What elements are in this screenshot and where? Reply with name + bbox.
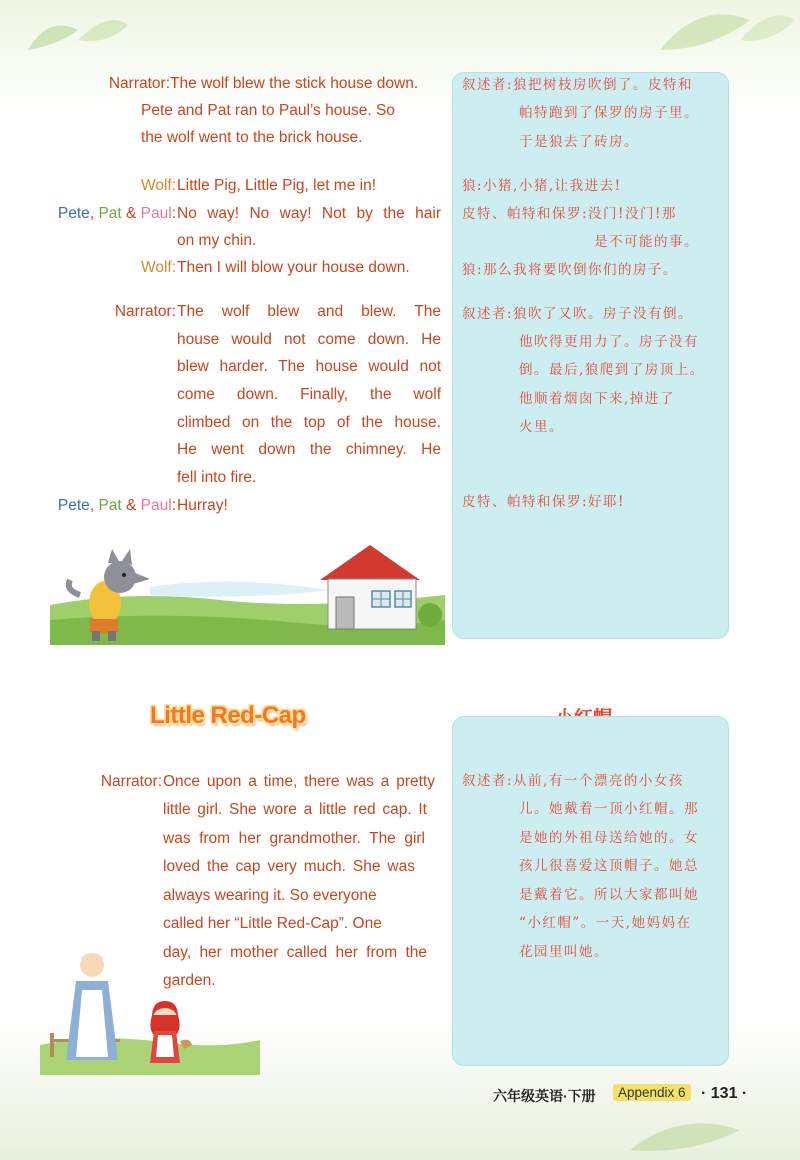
leaf-decoration-icon: [620, 1100, 800, 1160]
translation-line: 他顺着烟囱下来,掉进了: [519, 391, 675, 407]
wolf-blowing-house-illustration: [50, 535, 445, 645]
speaker-pat: Pat: [98, 205, 122, 222]
speaker-pete-pat-paul: [10, 496, 176, 516]
translation-line: 帕特跑到了保罗的房子里。: [519, 105, 699, 121]
translation-line: 是戴着它。所以大家都叫她: [519, 887, 699, 903]
translation-line: 花园里叫她。: [519, 944, 609, 960]
separator: ,: [89, 497, 99, 514]
dialogue-line: The wolf blew the stick house down.: [170, 75, 419, 92]
dialogue-line: Then I will blow your house down.: [177, 259, 410, 276]
story-line: little girl. She wore a little red cap. It: [163, 801, 427, 818]
translation-line: 是不可能的事。: [594, 234, 699, 250]
leaf-decoration-icon: [640, 0, 800, 70]
translation-line: 儿。她戴着一顶小红帽。那: [519, 801, 699, 817]
separator: ,: [89, 205, 99, 222]
scene1-chinese-panel: [452, 72, 729, 639]
dialogue-line: The wolf blew and blew. The: [177, 303, 441, 320]
dialogue-line: blew harder. The house would not: [177, 358, 441, 375]
translation-line: 叙述者:狼吹了又吹。房子没有倒。: [462, 306, 694, 322]
story-line: always wearing it. So everyone: [163, 887, 377, 904]
appendix-badge: Appendix 6: [613, 1084, 691, 1101]
translation-line: 火里。: [519, 419, 564, 435]
separator: &: [121, 497, 141, 514]
translation-line: 他吹得更用力了。房子没有: [519, 334, 699, 350]
speaker-wolf: Wolf:: [140, 259, 176, 276]
dialogue-line: on my chin.: [177, 232, 257, 249]
story-line: day, her mother called her from the: [163, 944, 427, 961]
dialogue-line: Pete and Pat ran to Paul’s house. So: [141, 102, 395, 119]
story-line: called her “Little Red-Cap”. One: [163, 915, 382, 932]
dialogue-line: Hurray!: [177, 497, 228, 514]
leaf-decoration-icon: [18, 10, 138, 70]
story-title-english: Little Red-Cap: [150, 702, 306, 729]
speaker-paul: Paul: [140, 205, 172, 222]
speaker-paul: Paul: [140, 497, 172, 514]
separator: :: [171, 497, 176, 514]
story-line: garden.: [163, 972, 216, 989]
translation-line: 狼:小猪,小猪,让我进去!: [462, 178, 622, 194]
dialogue-line: He went down the chimney. He: [177, 441, 441, 458]
dialogue-line: come down. Finally, the wolf: [177, 386, 441, 403]
story-line: loved the cap very much. She was: [163, 858, 415, 875]
story-line: was from her grandmother. The girl: [163, 830, 425, 847]
translation-line: 皮特、帕特和保罗:没门!没门!那: [462, 206, 677, 222]
translation-line: 孩儿很喜爱这顶帽子。她总: [519, 858, 699, 874]
separator: :: [171, 205, 176, 222]
page-number: · 131 ·: [701, 1085, 748, 1102]
speaker-pete: Pete: [57, 497, 90, 514]
translation-line: 倒。最后,狼爬到了房顶上。: [519, 362, 705, 378]
dialogue-line: No way! No way! Not by the hair: [177, 205, 441, 222]
dialogue-line: the wolf went to the brick house.: [141, 129, 363, 146]
dialogue-line: Little Pig, Little Pig, let me in!: [177, 177, 377, 194]
dialogue-line: fell into fire.: [177, 469, 257, 486]
story-line: Once upon a time, there was a pretty: [163, 773, 435, 790]
dialogue-line: house would not come down. He: [177, 331, 441, 348]
speaker-pete: Pete: [57, 205, 90, 222]
speaker-pat: Pat: [98, 497, 122, 514]
translation-line: “小红帽”。一天,她妈妈在: [519, 915, 692, 931]
book-title: 六年级英语·下册: [493, 1088, 596, 1104]
speaker-narrator: Narrator:: [114, 303, 176, 320]
speaker-pete-pat-paul: [10, 204, 176, 224]
translation-line: 叙述者:狼把树枝房吹倒了。皮特和: [462, 77, 694, 93]
translation-line: 狼:那么我将要吹倒你们的房子。: [462, 262, 679, 278]
translation-line: 是她的外祖母送给她的。女: [519, 830, 699, 846]
speaker-wolf: Wolf:: [140, 177, 176, 194]
mother-and-red-cap-illustration: [40, 945, 260, 1075]
translation-line: 叙述者:从前,有一个漂亮的小女孩: [462, 773, 684, 789]
separator: &: [121, 205, 141, 222]
speaker-narrator: Narrator:: [108, 75, 170, 92]
translation-line: 于是狼去了砖房。: [519, 134, 639, 150]
translation-line: 皮特、帕特和保罗:好耶!: [462, 494, 625, 510]
dialogue-line: climbed on the top of the house.: [177, 414, 441, 431]
speaker-narrator: Narrator:: [100, 773, 162, 790]
